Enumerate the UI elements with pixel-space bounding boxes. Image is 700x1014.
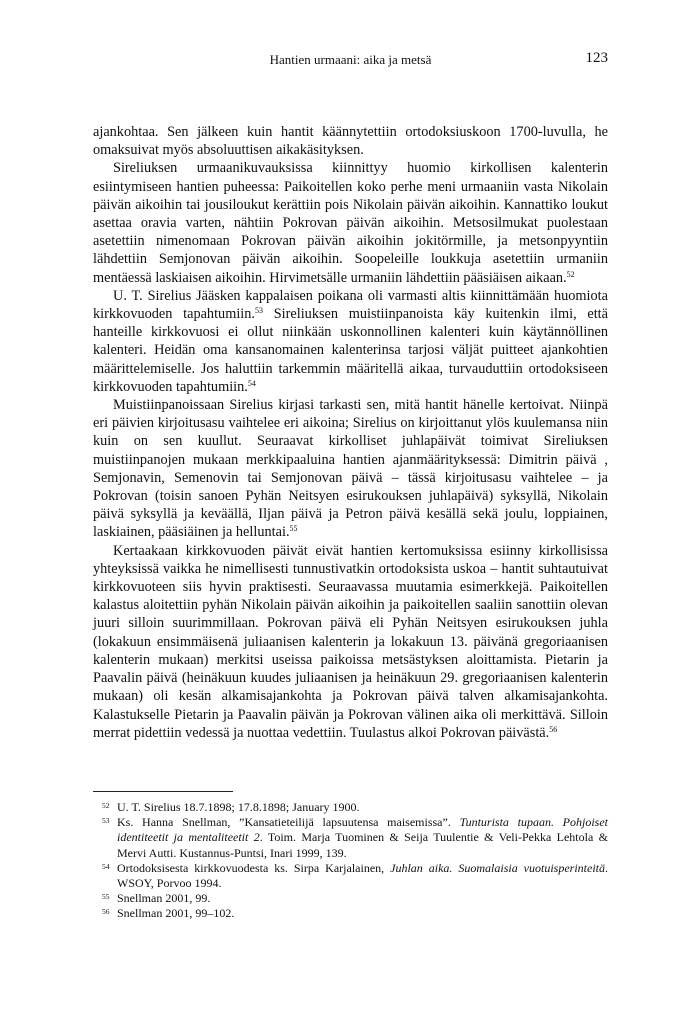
footnote-52: [93, 800, 608, 815]
footnote-number: 55: [102, 892, 110, 902]
footnote-text: Snellman 2001, 99–102.: [117, 906, 235, 921]
paragraph-text: Muistiinpanoissaan Sirelius kirjasi tarkasti sen, mitä hantit hänelle kertoivat. Niinpä eri päivien kirjoitusasu vaihtelee eri aikoina; Sirelius on kirjoittanut ylös kuulemansa niin kuin on sen kuullut. Seuraavat kirkolliset juhlapäivät toimivat Sireliuksen muistiinpanojen mukaan merkkipaaluina hantien ajanmäärityksessä: Dimitrin päivä , Semjonavin, Semenovin tai Semjonovan päivä – tässä kirjoitusasu vaihtelee – ja Pokrovan (toisin sanoen Pyhän Neitsyen esirukouksen juhlapäivä) syksyllä, Nikolain päivä syksyllä ja keväällä, Iljan päivä ja Petron päivä kesällä sekä joulu, loppiainen, laskiainen, pääsiäinen ja helluntai.: [93, 397, 608, 541]
footnote-56: [93, 906, 608, 921]
footnote-text: . WSOY, Porvoo 1994.: [117, 860, 609, 891]
footnote-ref[interactable]: 54: [247, 378, 256, 388]
footnote-54: [93, 861, 608, 891]
paragraph-text: U. T. Sirelius Jääsken kappalaisen poikana oli varmasti altis kiinnittämään huomiota kirkkovuoden tapahtumiin.: [93, 287, 608, 323]
paragraph: [93, 542, 608, 742]
footnote-text: Ks. Hanna Snellman, ”Kansatieteilijä lapsuutensa maisemissa”.: [117, 815, 460, 830]
footnote-separator: [93, 791, 233, 792]
footnote-ref[interactable]: 55: [289, 524, 298, 534]
footnote-ref[interactable]: 52: [566, 269, 575, 279]
footnote-53: [93, 815, 608, 861]
footnote-text: . Toim. Marja Tuominen & Seija Tuulentie & Veli-Pekka Lehtola & Mervi Autti. Kustannus-Puntsi, Inari 1999, 139.: [117, 830, 608, 860]
paragraph: [93, 159, 608, 286]
body-text: [93, 123, 608, 742]
footnotes: [93, 800, 608, 922]
footnote-text: Ortodoksisesta kirkkovuodesta ks. Sirpa Karjalainen,: [117, 860, 391, 875]
paragraph: [93, 396, 608, 542]
paragraph: [93, 123, 608, 159]
paragraph-text: Kertaakaan kirkkovuoden päivät eivät hantien kertomuksissa esiinny kirkollisissa yhteyksissä vaikka he nimellisesti tunnustivatkin ortodoksista uskoa – hantit suhtautuivat kirkkovuoteen siis hyvin praktisesti. Seuraavassa muutamia esimerkkejä. Paikoitellen kalastus aloitettiin pyhän Nikolain päivän aikoihin ja paikoitellen saaliin sanottiin olevan juuri silloin suurimmillaan. Pokrovan päivä eli Pyhän Neitsyen esirukouksen juhla (lokakuun ensimmäisenä juliaanisen kalenterin ja lokakuun 13. päivänä gregoriaanisen kalenterin mukaan) merkitsi useissa paikoissa metsästyksen aloittamista. Pietarin ja Paavalin päivä (heinäkuun kuudes juliaanisen ja heinäkuun 29. gregoriaanisen kalenterin mukaan) oli kesän alkamisajankohta ja Pokrovan päivä talven alkamisajankohta. Kalastukselle Pietarin ja Paavalin päivän ja Pokrovan välinen aika oli merkittävä. Silloin merrat pidettiin vedessä ja nuottaa vedettiin. Tuulastus alkoi Pokrovan päivästä.: [93, 542, 608, 741]
footnote-number: 52: [102, 801, 110, 810]
page-number: 123: [585, 50, 608, 66]
footnote-title: Tunturista tupaan. Pohjoiset identiteetit ja mentaliteetit 2: [117, 815, 609, 845]
page-header: [93, 50, 608, 70]
paragraph-text: Sireliuksen muistiinpanoista käy kuitenkin ilmi, että hanteille kirkkovuosi ei ollut niinkään uskonnollinen kalenteri kuin käytännöllinen kalenteri. Heidän oma kansanomainen kalenterinsa tarjosi väljät puitteet ajankohtien määrittelemiselle. Jos haluttiin tarkemmin määritellä aikaa, turvauduttiin ortodoksiseen kirkkovuoden tapahtumiin.: [93, 306, 608, 395]
footnote-number: 54: [102, 861, 110, 871]
footnote-55: [93, 891, 608, 906]
footnote-ref[interactable]: 53: [255, 306, 263, 316]
paragraph: [93, 287, 608, 396]
footnote-text: U. T. Sirelius 18.7.1898; 17.8.1898; January 1900.: [117, 800, 360, 814]
footnote-title: Juhlan aika. Suomalaisia vuotuisperinteitä: [390, 860, 606, 875]
footnote-text: Snellman 2001, 99.: [117, 891, 211, 906]
paragraph-text: Sireliuksen urmaanikuvauksissa kiinnittyy huomio kirkollisen kalenterin esiintymiseen hantien puheessa: Paikoitellen koko perhe meni urmaaniin vasta Nikolain päivän aikoihin tai jousiloukut kerättiin pois Nikolain päivän aikoihin. Kannattiko loukut asettaa oravia varten, nähtiin Pokrovan päivän aikoihin. Metsosilmukat puolestaan asetettiin nimenomaan Pokrovan päivän aikoihin jokitörmille, ja metsonpyyntiin lähdettiin Semjonovan päivän aikoihin. Soopeleille loukkuja asetettiin urmaniin mentäessä laskiaisen aikoihin. Hirvimetsälle urmaniin lähdettiin pääsiäisen aikaan.: [93, 160, 608, 286]
footnote-ref[interactable]: 56: [549, 724, 558, 734]
paragraph-text: ajankohtaa. Sen jälkeen kuin hantit käännytettiin ortodoksiuskoon 1700-luvulla, he omaksuivat myös absoluuttisen aikakäsityksen.: [93, 124, 608, 159]
running-title: Hantien urmaani: aika ja metsä: [269, 52, 432, 67]
footnote-number: 56: [102, 907, 110, 917]
footnote-number: 53: [102, 816, 110, 826]
